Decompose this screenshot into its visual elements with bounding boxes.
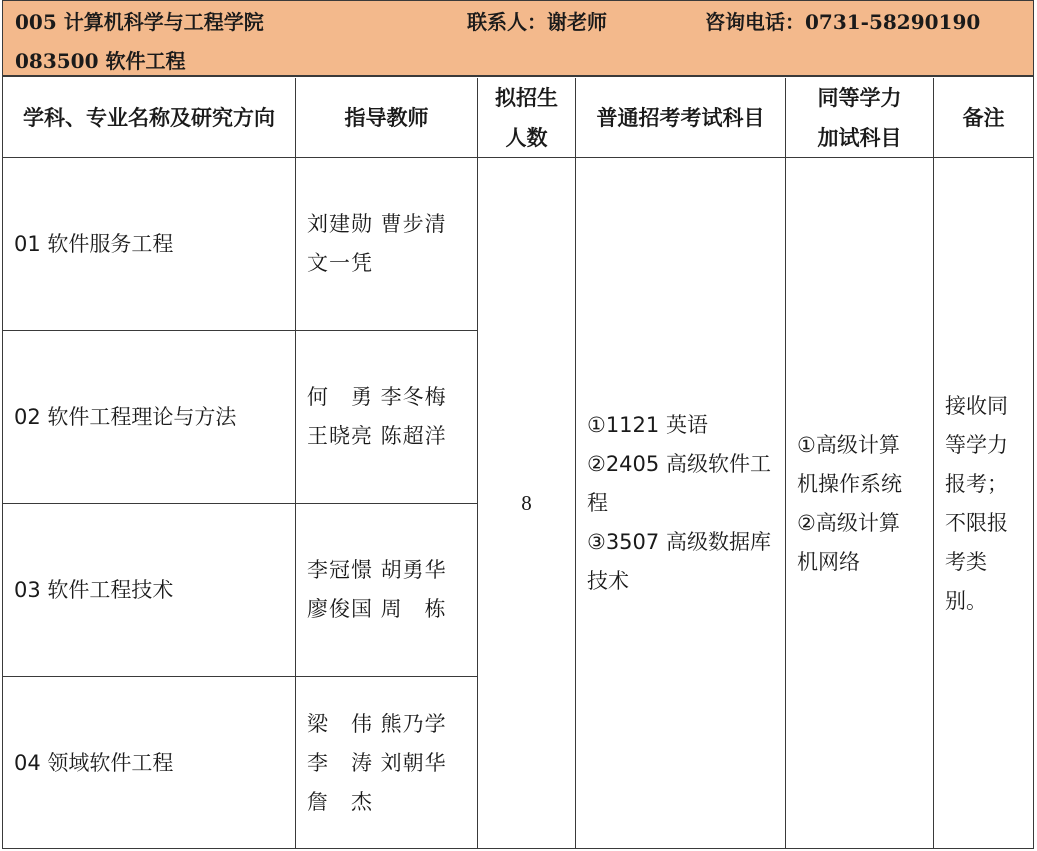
- column-divider: [933, 78, 934, 849]
- advisors-cell: 刘建勋 曹步清 文一凭: [307, 212, 447, 275]
- column-divider: [785, 78, 786, 849]
- header-advisors: 指导教师: [344, 105, 429, 130]
- direction-cell: 03 软件工程技术: [14, 577, 174, 602]
- remarks-cell: 接收同 等学力 报考； 不限报 考类 别。: [945, 393, 1008, 613]
- extra-subjects-cell: ①高级计算 机操作系统 ②高级计算 机网络: [797, 432, 902, 574]
- header-quota: 拟招生 人数: [495, 85, 558, 150]
- direction-cell: 04 领域软件工程: [14, 750, 174, 775]
- header-direction: 学科、专业名称及研究方向: [23, 105, 275, 130]
- quota-cell: 8: [521, 491, 532, 515]
- college-name: 005 计算机科学与工程学院: [15, 10, 264, 34]
- advisors-cell: 梁 伟 熊乃学 李 涛 刘朝华 詹 杰: [307, 711, 447, 814]
- advisors-cell: 李冠憬 胡勇华 廖俊国 周 栋: [307, 558, 447, 621]
- contact-person: 联系人：谢老师: [467, 10, 607, 34]
- exam-subjects-cell: ①1121 英语 ②2405 高级软件工 程 ③3507 高级数据库 技术: [587, 413, 771, 593]
- major-title: 083500 软件工程: [15, 49, 186, 73]
- header-exam-subjects: 普通招考考试科目: [596, 105, 765, 130]
- column-divider: [575, 78, 576, 849]
- header-remarks: 备注: [962, 105, 1005, 130]
- college-banner: [3, 1, 1033, 77]
- contact-phone: 咨询电话：0731-58290190: [705, 10, 981, 34]
- column-divider: [295, 78, 296, 849]
- direction-cell: 02 软件工程理论与方法: [14, 404, 237, 429]
- direction-cell: 01 软件服务工程: [14, 231, 174, 256]
- advisors-cell: 何 勇 李冬梅 王晓亮 陈超洋: [307, 385, 447, 448]
- header-extra-subjects: 同等学力 加试科目: [817, 85, 902, 150]
